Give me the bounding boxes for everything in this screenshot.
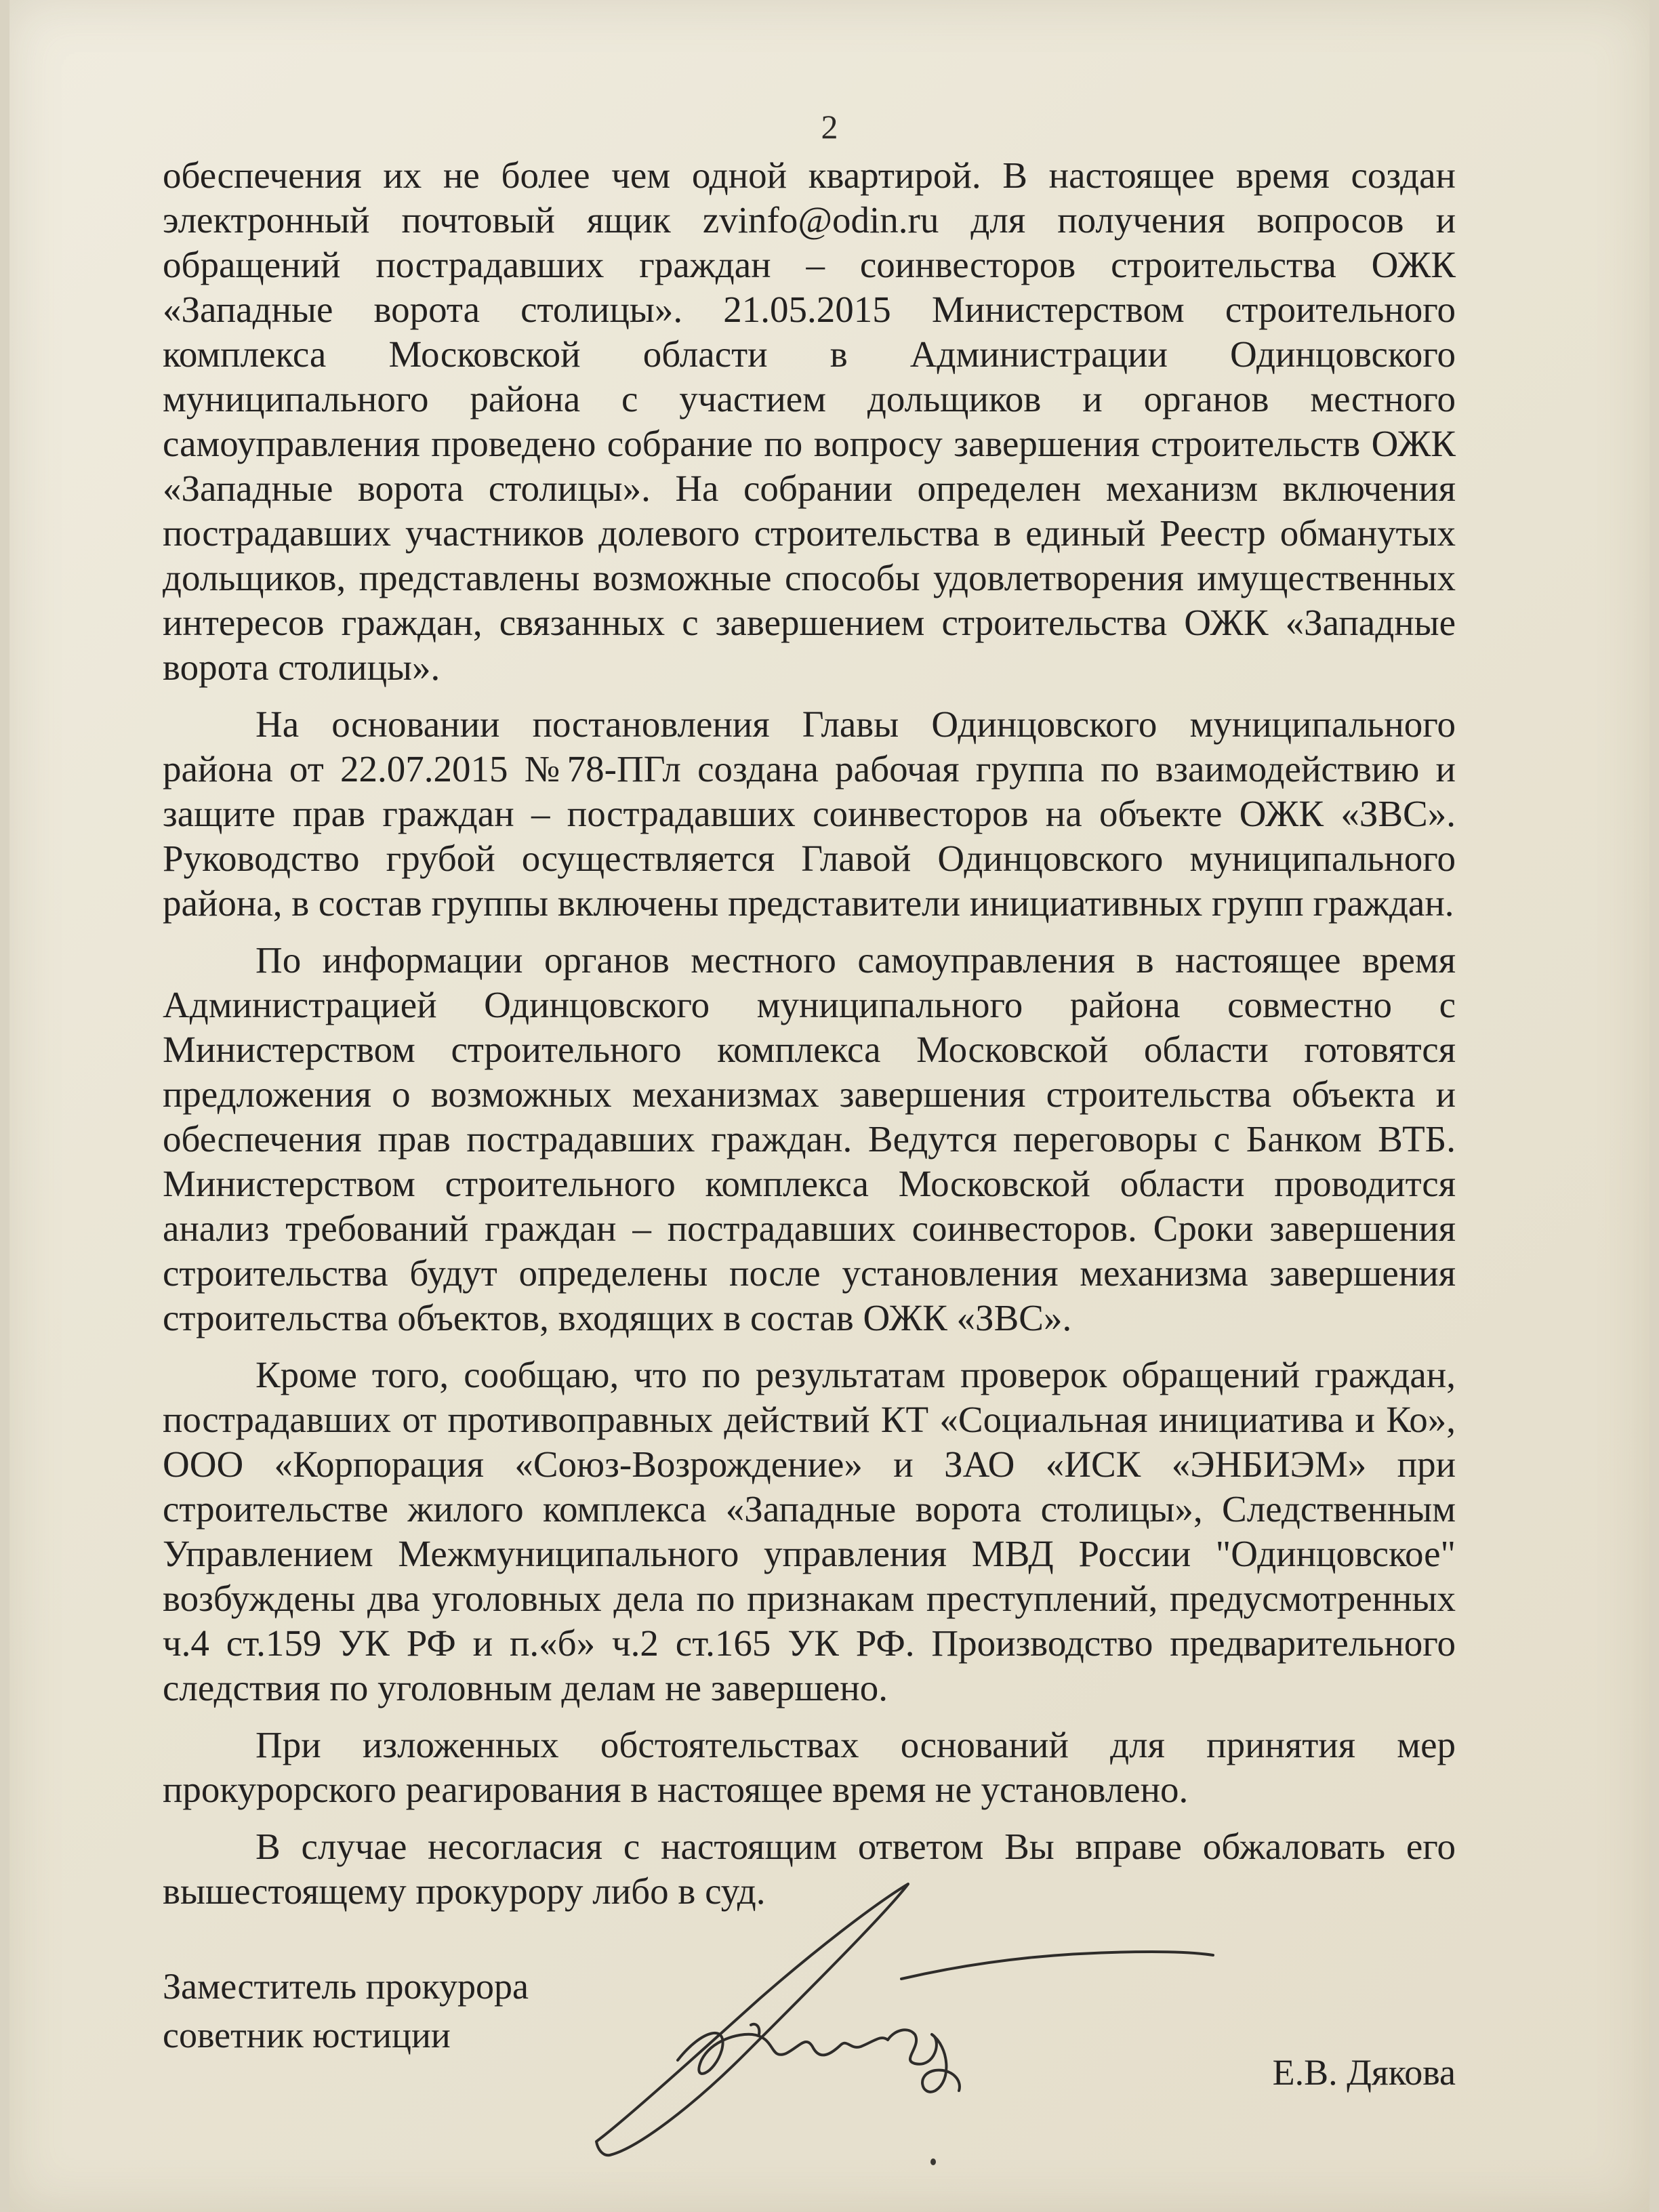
paragraph-local-government: По информации органов местного самоуправления в настоящее время Администрацией Одинцовского муниципального района совместно с Министерством строительного комплекса Московской области готовятся предложения о возможных механизмах завершения строительства объекта и обеспечения прав пострадавших граждан. Ведутся переговоры с Банком ВТБ. Министерством строительного комплекса Московской области проводится анализ требований граждан – пострадавших соинвесторов. Сроки завершения строительства будут определены после установления механизма завершения строительства объектов, входящих в состав ОЖК «ЗВС». bbox=[163, 939, 1456, 1338]
paragraph-criminal-cases: Кроме того, сообщаю, что по результатам проверок обращений граждан, пострадавших от противоправных действий КТ «Социальная инициатива и Ко», ООО «Корпорация «Союз-Возрождение» и ЗАО «ИСК «ЭНБИЭМ» при строительстве жилого комплекса «Западные ворота столицы», Следственным Управлением Межмуниципального управления МВД России "Одинцовское" возбуждены два уголовных дела по признакам преступлений, предусмотренных ч.4 ст.159 УК РФ и п.«б» ч.2 ст.165 УК РФ. Производство предварительного следствия по уголовным делам не завершено. bbox=[163, 1354, 1456, 1708]
signer-position bbox=[163, 1962, 529, 2060]
paragraph-working-group: На основании постановления Главы Одинцовского муниципального района от 22.07.2015 №78-ПГл создана рабочая группа по взаимодействию и защите прав граждан – пострадавших соинвесторов на объекте ОЖК «ЗВС». Руководство грубой осуществляется Главой Одинцовского муниципального района, в состав группы включены представители инициативных групп граждан. bbox=[163, 703, 1456, 924]
signer-name: Е.В. Дякова bbox=[1272, 2052, 1456, 2093]
page-number: 2 bbox=[821, 108, 838, 146]
handwritten-signature bbox=[583, 1857, 1362, 2169]
paragraph-appeal-rights: В случае несогласия с настоящим ответом Вы вправе обжаловать его вышестоящему прокурору либо в суд. bbox=[163, 1826, 1456, 1912]
signer-position-rank: советник юстиции bbox=[163, 2015, 451, 2055]
letter-body bbox=[163, 153, 1456, 1914]
ink-mark bbox=[930, 2158, 936, 2165]
paragraph-conclusion: При изложенных обстоятельствах оснований для принятия мер прокурорского реагирования в настоящее время не установлено. bbox=[163, 1724, 1456, 1810]
paragraph-continuation: обеспечения их не более чем одной квартирой. В настоящее время создан электронный почтовый ящик zvinfo@odin.ru для получения вопросов и обращений пострадавших граждан – соинвесторов строительства ОЖК «Западные ворота столицы». 21.05.2015 Министерством строительного комплекса Московской области в Администрации Одинцовского муниципального района с участием дольщиков и органов местного самоуправления проведено собрание по вопросу завершения строительств ОЖК «Западные ворота столицы». На собрании определен механизм включения пострадавших участников долевого строительства в единый Реестр обманутых дольщиков, представлены возможные способы удовлетворения имущественных интересов граждан, связанных с завершением строительства ОЖК «Западные ворота столицы». bbox=[163, 155, 1456, 688]
signer-position-title: Заместитель прокурора bbox=[163, 1966, 529, 2007]
